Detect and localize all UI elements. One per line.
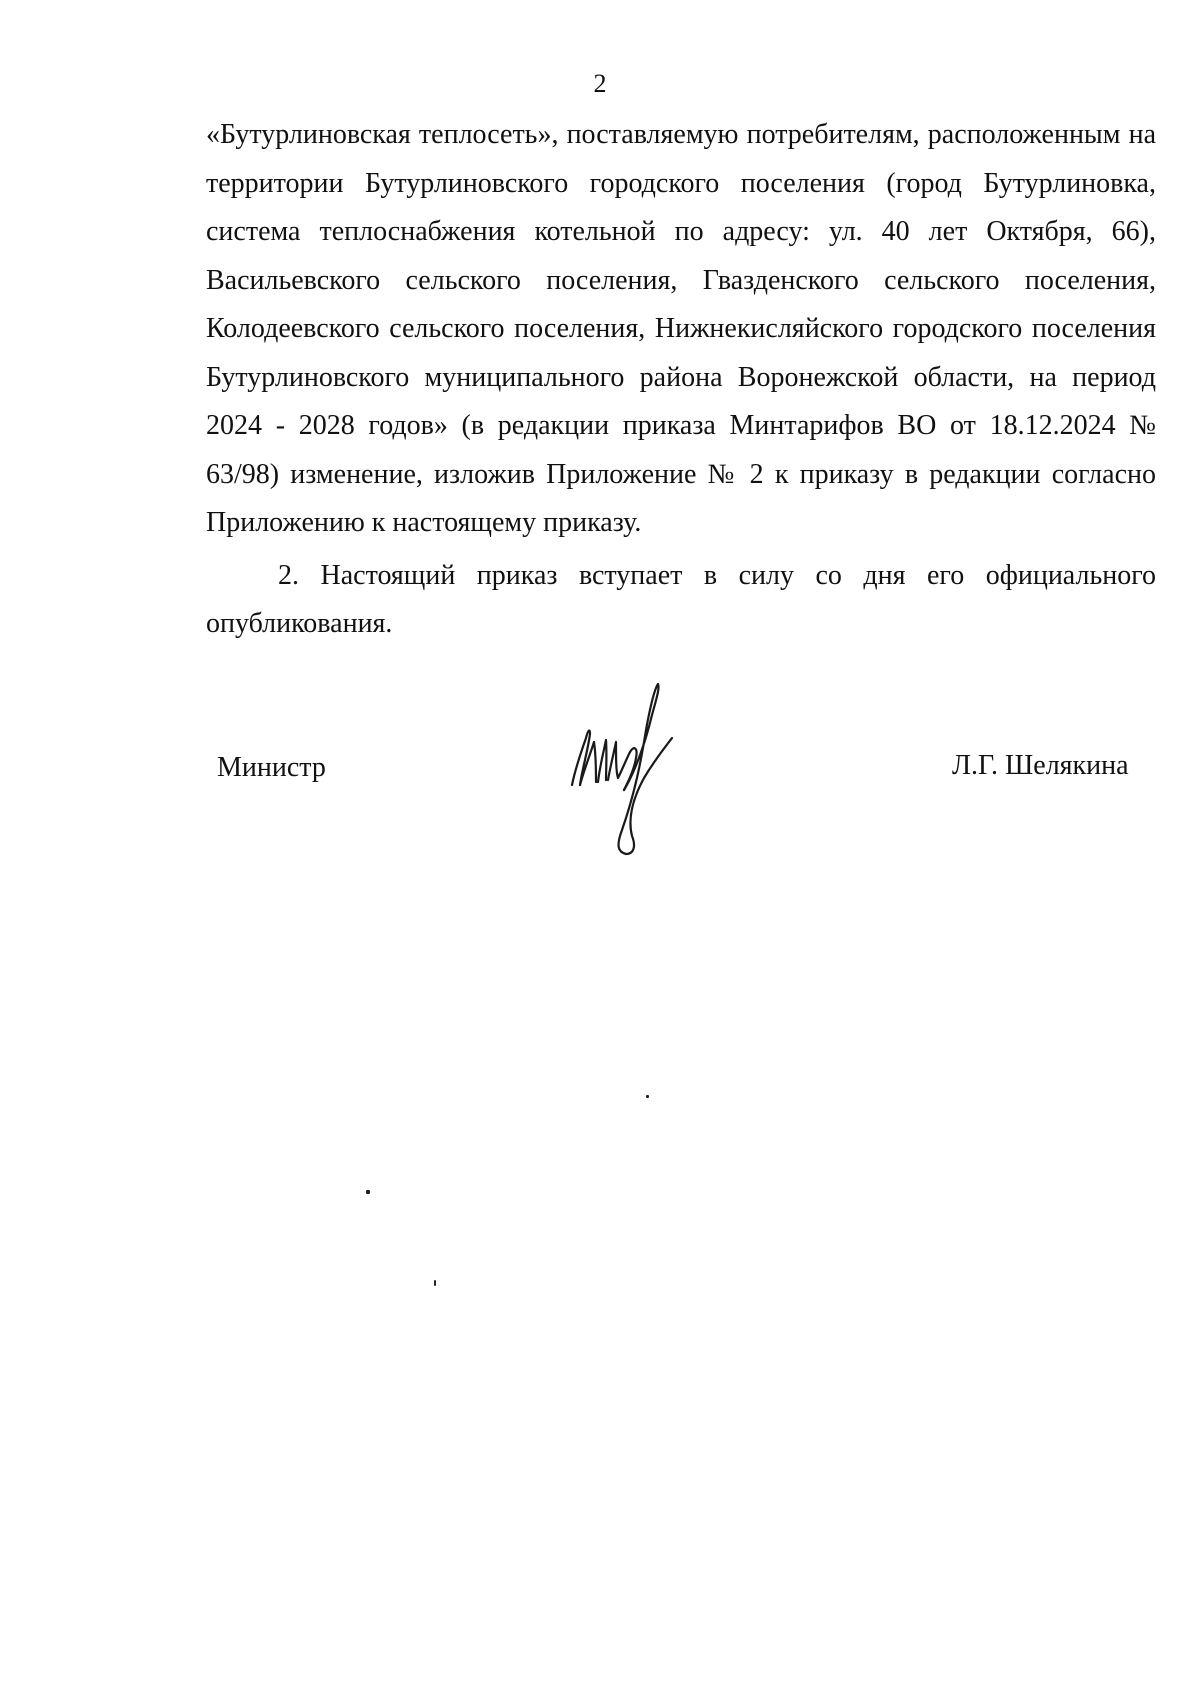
signatory-title: Министр <box>217 752 326 783</box>
paragraph-1-continuation: «Бутурлиновская теплосеть», поставляемую потребителям, расположенным на территории Бутурлиновского городского поселения (город Бутурлиновка, система теплоснабжения котельной по адресу: ул. 40 лет Октября, 66), Васильевского сельского поселения, Гвазденского сельского поселения, Колодеевского сельского поселения, Нижнекисляйского городского поселения Бутурлиновского муниципального района Воронежской области, на период 2024 - 2028 годов» (в редакции приказа Минтарифов ВО от 18.12.2024 № 63/98) изменение, изложив Приложение № 2 к приказу в редакции согласно Приложению к настоящему приказу. <box>206 119 1156 538</box>
page-number: 2 <box>593 69 607 98</box>
paragraph-2-effective-date: 2. Настоящий приказ вступает в силу со дня его официального опубликования. <box>206 559 1156 639</box>
document-body <box>206 111 1156 649</box>
scan-speck <box>366 1190 370 1194</box>
handwritten-signature <box>560 660 710 870</box>
signatory-name: Л.Г. Шелякина <box>952 750 1129 781</box>
scan-speck <box>646 1095 649 1098</box>
scan-speck <box>434 1280 436 1286</box>
